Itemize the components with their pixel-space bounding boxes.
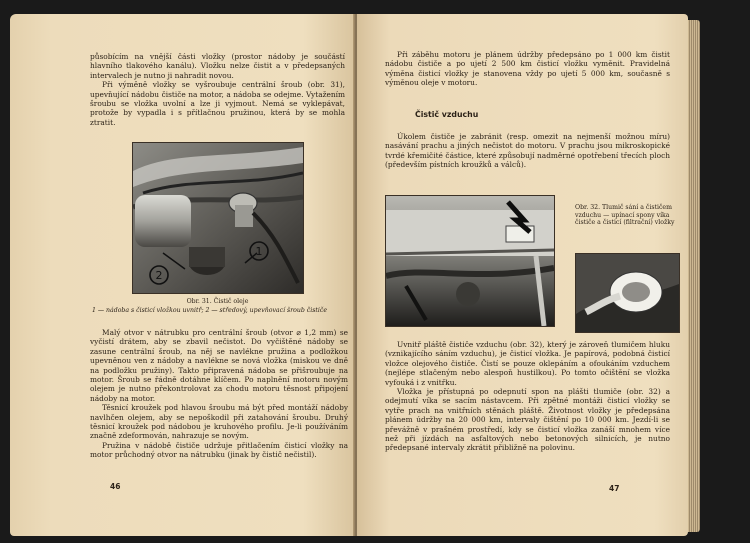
- left-text-bottom: [90, 328, 348, 460]
- paragraph: Vložka je přístupná po odepnutí spon na plášti tlumiče (obr. 32) a odejmutí víka se sacím nástavcem. Při zpětné montáži čisticí vložky se vytře prach na vnitřních stěnách pláště. Životnost vložky je předepsána plánem údržby na 20 000 km, intervaly čištění po 10 000 km. Jezdí-li se převážně v prašném prostředí, kdy se čisticí vložka zanáší mnohem více než při jízdách na asfaltových nebo betonových silnicích, je nutno předepsané intervaly zkrátit přibližně na polovinu.: [385, 387, 670, 453]
- callout-2: 2: [155, 269, 163, 282]
- figure-31-caption-title: Obr. 31. Čistič oleje: [186, 298, 249, 305]
- figure-31-caption-legend: 1 — nádoba s čisticí vložkou uvnitř; 2 — středový, upevňovací šroub čističe: [92, 307, 328, 314]
- paragraph: Těsnicí kroužek pod hlavou šroubu má být před montáží nádoby navlhčen olejem, aby se nepoškodil při zatahování šroubu. Druhý těsnicí kroužek pod nádobou je kruhového profilu. Je-li používáním značně zdeformován, nahrazuje se novým.: [90, 403, 348, 441]
- engine-photo-illustration: [133, 143, 303, 293]
- filter-element-photo: [575, 253, 680, 333]
- paragraph: Malý otvor v nátrubku pro centrální šroub (otvor ⌀ 1,2 mm) se vyčistí drátem, aby se zbavil nečistot. Do vyčištěné nádoby se zasune centrální šroub, na něj se navlékne pružina a podložkou upevněnou ven z nádoby a navlékne se nová vložka (miskou ve dně na podložku pružiny). Takto připravená nádoba se přišroubuje na motor. Šroub se řádně dotáhne klíčem. Po naplnění motoru novým olejem je nutno překontrolovat za chodu motoru těsnost připojení nádoby na motor.: [90, 328, 348, 403]
- right-page: [357, 14, 688, 536]
- page-number-right: 47: [609, 484, 620, 493]
- air-cleaner-illustration: [386, 196, 554, 326]
- book-spread: [10, 14, 698, 536]
- air-cleaner-photo: [385, 195, 555, 327]
- left-page: [10, 14, 355, 536]
- paragraph: působícím na vnější části vložky (prostor nádoby je součástí hlavního tlakového kanálu). Vložku nelze čistit a v předepsaných intervalech je nutno ji nahradit novou.: [90, 52, 345, 80]
- paragraph: Úkolem čističe je zabránit (resp. omezit na nejmenší možnou míru) nasávání prachu a jiných nečistot do motoru. V prachu jsou mikroskopické tvrdé křemičité částice, které způsobují nadměrné opotřebení třecích ploch (především pístních kroužků a válců).: [385, 132, 670, 170]
- section-heading: Čistič vzduchu: [415, 110, 479, 119]
- callout-1: 1: [255, 245, 263, 258]
- left-text-top: [90, 52, 345, 127]
- right-text-mid: [385, 132, 670, 170]
- page-edges: [688, 20, 700, 532]
- paragraph: Při výměně vložky se vyšroubuje centrální šroub (obr. 31), upevňující nádobu čističe na motor, a nádoba se odejme. Vytažením šroubu se vložka uvolní a lze ji vyjmout. Nemá se vyklepávat, protože by vypadla i s přítlačnou pružinou, která by se mohla ztratit.: [90, 80, 345, 127]
- paragraph: Při záběhu motoru je plánem údržby předepsáno po 1 000 km čistit nádobu čističe a po ujetí 2 500 km čisticí vložku vyměnit. Pravidelná výměna čisticí vložky je stanovena vždy po ujetí 5 000 km, současně s výměnou oleje v motoru.: [385, 50, 670, 88]
- paragraph: Pružina v nádobě čističe udržuje přitlačením čisticí vložky na motor průchodný otvor na nátrubku (jinak by čistič nečistil).: [90, 440, 348, 460]
- right-text-top: [385, 50, 670, 88]
- oil-filter-photo: [132, 142, 304, 294]
- paragraph: Uvnitř pláště čističe vzduchu (obr. 32), který je zároveň tlumičem hluku (vznikajícího sáním vzduchu), je čisticí vložka. Je papírová, podobná čisticí vložce olejového čističe. Čistí se pouze oklepáním a ofoukáním vzduchem (nejlépe stlačeným nebo alespoň hustilkou). Po tomto očištění se vložka vyfouká i z vnitřku.: [385, 340, 670, 387]
- page-number-left: 46: [110, 482, 121, 491]
- right-text-bottom: [385, 340, 670, 453]
- filter-element-illustration: [576, 254, 679, 332]
- figure-32-caption: Obr. 32. Tlumič sání a čističem vzduchu — upínací spony víka čističe a čisticí (filtrační) vložky: [575, 204, 675, 227]
